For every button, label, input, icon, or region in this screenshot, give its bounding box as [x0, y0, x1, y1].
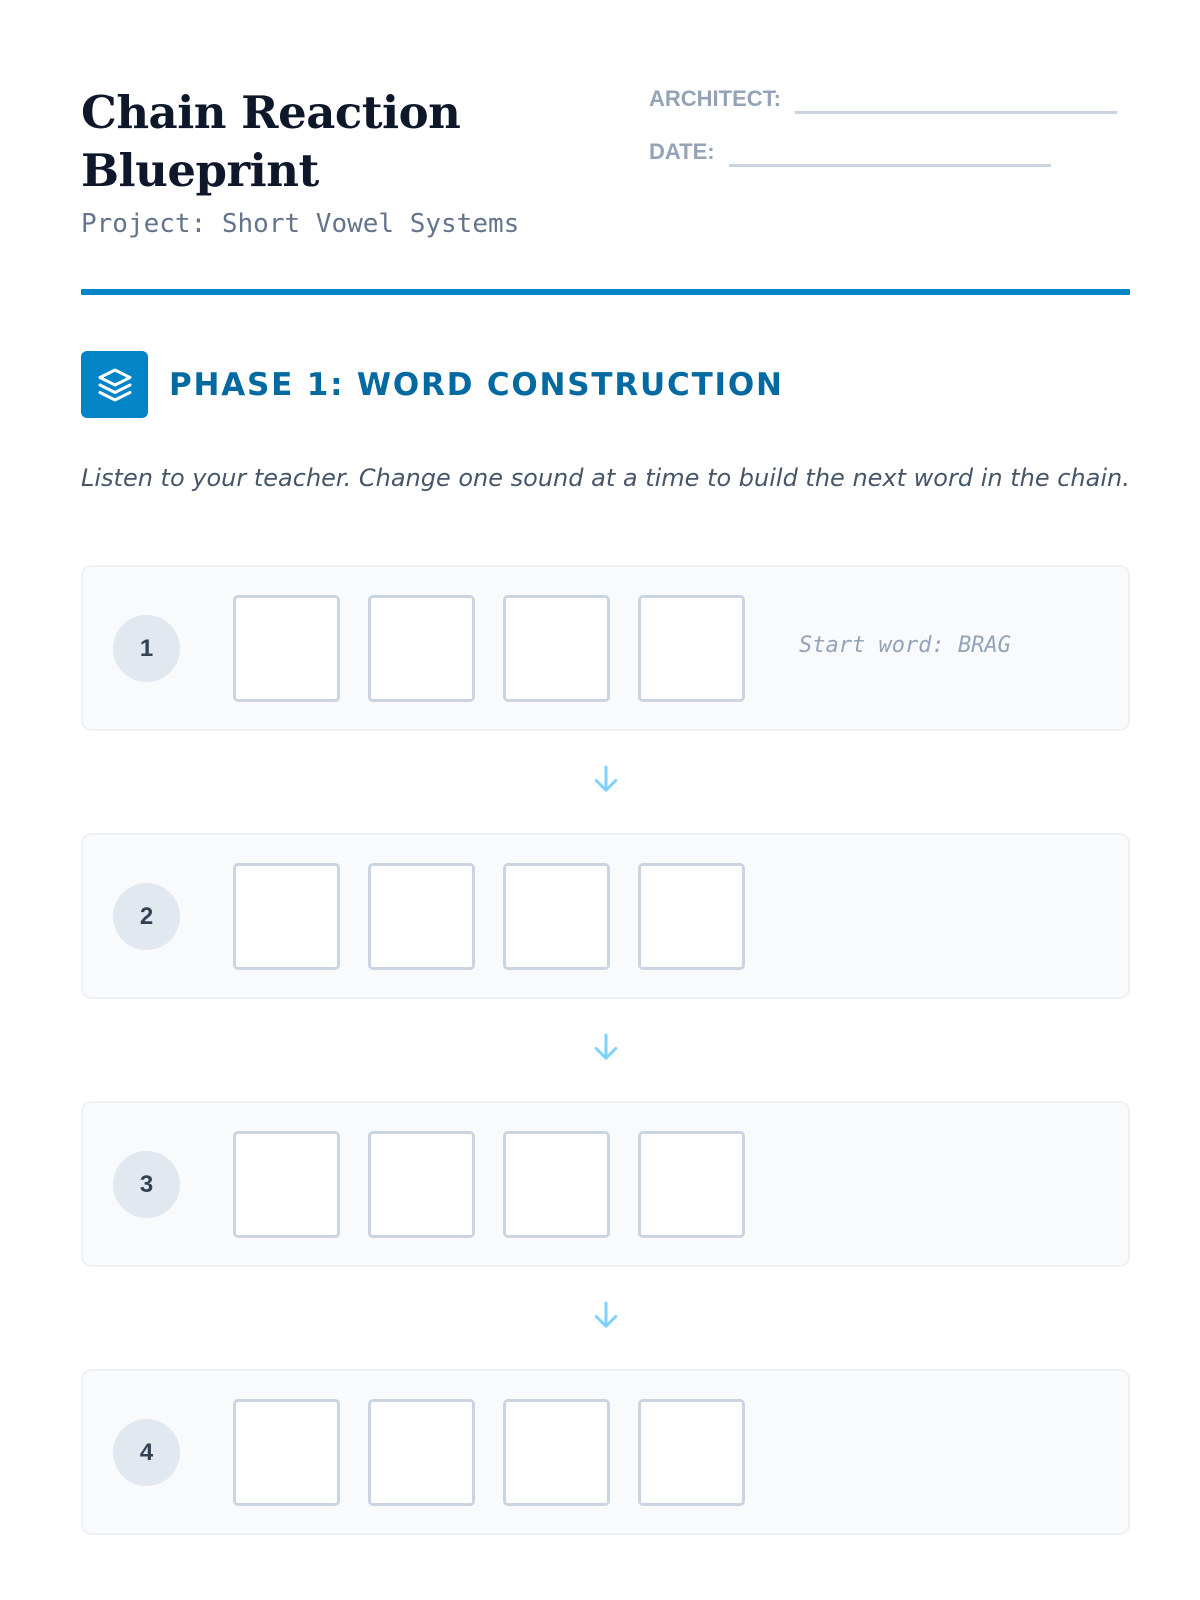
letter-box[interactable] [503, 595, 610, 702]
letter-box[interactable] [638, 1399, 745, 1506]
chain-row [81, 833, 1130, 999]
phase-heading [81, 351, 784, 418]
date-label: DATE: [649, 139, 715, 164]
title-line-2: Blueprint [81, 144, 319, 197]
letter-box[interactable] [233, 863, 340, 970]
date-input-line[interactable] [729, 137, 1051, 167]
letter-box[interactable] [368, 1399, 475, 1506]
row-number-badge: 1 [113, 615, 180, 682]
letter-box[interactable] [233, 1131, 340, 1238]
header-divider [81, 289, 1130, 295]
worksheet-header [81, 84, 1130, 239]
letter-box[interactable] [368, 863, 475, 970]
page-title [81, 84, 621, 200]
architect-field [649, 84, 1117, 114]
instructions-text: Listen to your teacher. Change one sound at a time to build the next word in the chain. [81, 464, 1130, 492]
project-subtitle: Project: Short Vowel Systems [81, 209, 520, 239]
date-field [649, 137, 1051, 167]
row-number-badge: 4 [113, 1419, 180, 1486]
phase-title: PHASE 1: WORD CONSTRUCTION [169, 366, 784, 403]
chain-row [81, 1369, 1130, 1535]
architect-label: ARCHITECT: [649, 86, 781, 111]
letter-box[interactable] [233, 1399, 340, 1506]
letter-box[interactable] [233, 595, 340, 702]
chain-row [81, 565, 1130, 731]
letter-box[interactable] [368, 595, 475, 702]
layers-icon [81, 351, 148, 418]
architect-input-line[interactable] [795, 84, 1117, 114]
letter-box[interactable] [503, 1399, 610, 1506]
arrow-down-icon [588, 1029, 624, 1065]
letter-box[interactable] [368, 1131, 475, 1238]
letter-box[interactable] [638, 1131, 745, 1238]
title-line-1: Chain Reaction [81, 86, 461, 139]
letter-box[interactable] [503, 863, 610, 970]
letter-box[interactable] [503, 1131, 610, 1238]
arrow-down-icon [588, 761, 624, 797]
start-word-hint: Start word: BRAG [799, 633, 1011, 658]
letter-box[interactable] [638, 595, 745, 702]
row-number-badge: 2 [113, 883, 180, 950]
arrow-down-icon [588, 1297, 624, 1333]
row-number-badge: 3 [113, 1151, 180, 1218]
letter-box[interactable] [638, 863, 745, 970]
chain-row [81, 1101, 1130, 1267]
